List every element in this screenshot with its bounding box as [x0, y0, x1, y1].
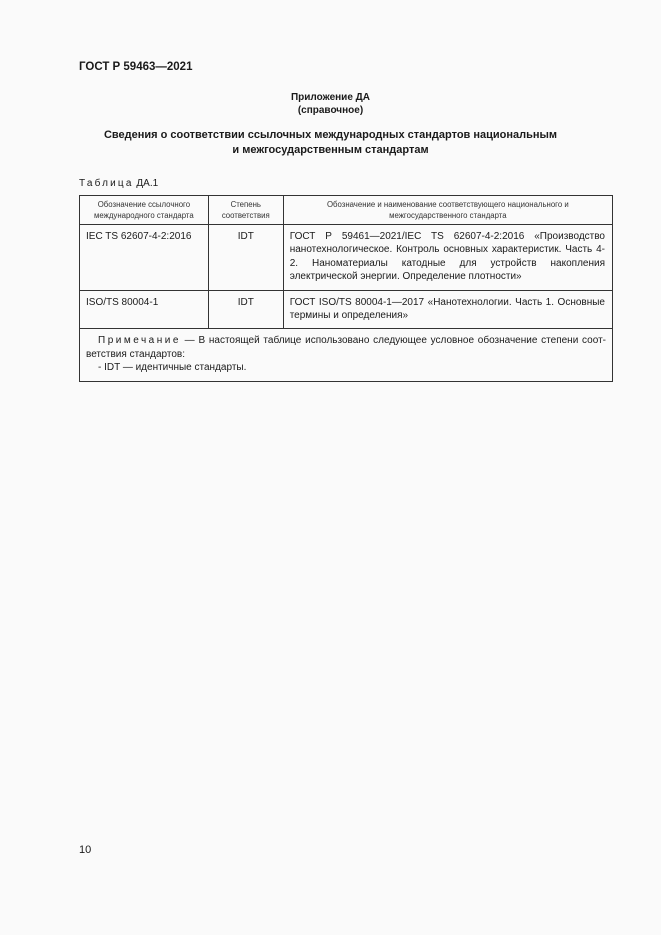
note-text: — В настоящей таблице использовано следующее условное обозначение степени соответствия стандартов:: [86, 335, 606, 360]
table-row: [80, 290, 613, 329]
note-prefix: Примечание: [98, 335, 181, 347]
table-header-row: [80, 196, 613, 225]
page-number: 10: [79, 844, 92, 856]
note-line-2: - IDT — идентичные стандарты.: [98, 362, 247, 374]
table-label-number: ДА.1: [136, 178, 159, 189]
cell-degree: IDT: [208, 290, 283, 329]
cell-national-standard: ГОСТ ISO/TS 80004-1—2017 «Нанотехнологии. Часть 1. Основные термины и определения»: [283, 290, 612, 329]
annex-title: Приложение ДА: [290, 92, 371, 103]
annex-heading-line1: Сведения о соответствии ссылочных международных стандартов национальным: [103, 129, 558, 141]
cell-reference: ISO/TS 80004-1: [80, 290, 209, 329]
table-label-prefix: Таблица: [79, 178, 134, 189]
document-code: ГОСТ Р 59463—2021: [79, 61, 193, 73]
note-line-1: [86, 334, 606, 361]
table-row: [80, 225, 613, 291]
table-note: [80, 329, 613, 381]
cell-national-standard: ГОСТ Р 59461—2021/IEC TS 62607-4-2:2016 «Производство нанотехнологическое. Контроль основных характеристик. Часть 4-2. Наноматериалы катодные для устройств накопления электрической энергии. Определение плотности»: [283, 225, 612, 291]
annex-heading-line2: и межгосударственным стандартам: [232, 144, 429, 156]
cell-reference: IEC TS 62607-4-2:2016: [80, 225, 209, 291]
header-reference-standard: Обозначение ссылочного международного стандарта: [80, 196, 209, 225]
correspondence-table: [79, 195, 613, 382]
table-label: [79, 178, 158, 189]
annex-subtitle: (справочное): [297, 105, 364, 116]
cell-degree: IDT: [208, 225, 283, 291]
header-national-standard: Обозначение и наименование соответствующего национального и межгосударственного стандарта: [283, 196, 612, 225]
table-note-row: [80, 329, 613, 381]
header-degree: Степень соответствия: [208, 196, 283, 225]
